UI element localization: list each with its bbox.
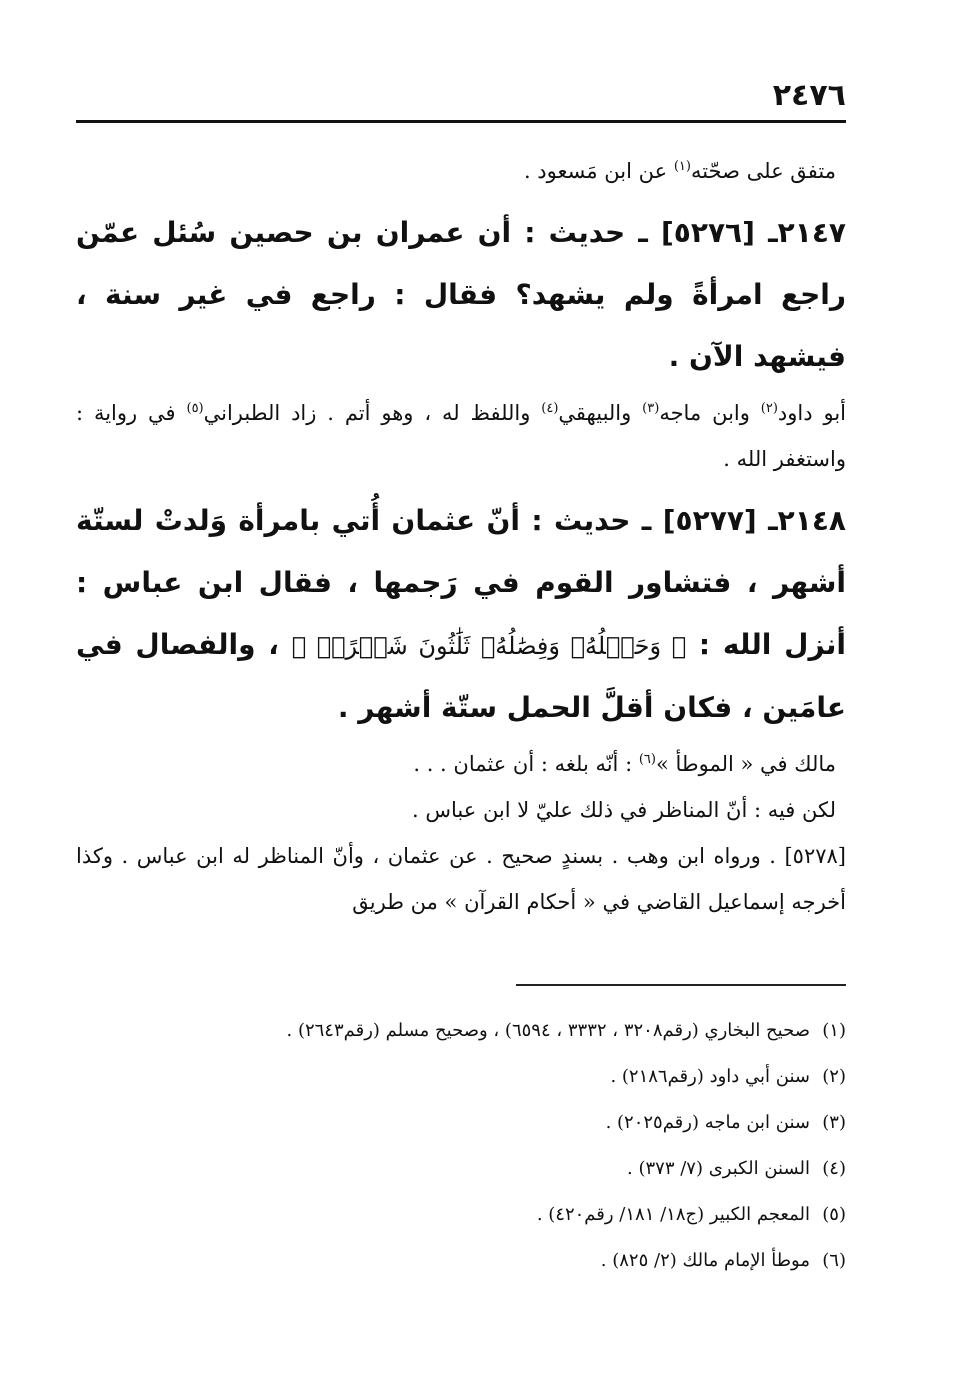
footnote-item bbox=[76, 1238, 846, 1284]
hadith-text: ـ حديث : أنّ عثمان أُتي بامرأة وَلدتْ لستّة أشهر ، فتشاور القوم في رَجمها ، فقال ابن عباس : أنزل الله : bbox=[76, 504, 847, 661]
hadith-number: ٢١٤٧ـ bbox=[768, 216, 847, 249]
text-span: متفق على صحّته bbox=[690, 159, 836, 183]
quran-verse: ﴿ وَحَمۡلُهُۥ وَفِصَٰلُهُۥ ثَلَٰثُونَ شَهۡرًاۚ ﴾ bbox=[291, 632, 687, 660]
footnote-text: صحيح البخاري (رقم٣٢٠٨ ، ٣٣٣٢ ، ٦٥٩٤) ، وصحيح مسلم (رقم٢٦٤٣) . bbox=[286, 1020, 810, 1041]
footnote-item bbox=[76, 1054, 846, 1100]
footnote-mark: (٣) bbox=[822, 1112, 846, 1133]
text-span: عن ابن مَسعود . bbox=[523, 159, 674, 183]
text-span: أبو داود bbox=[777, 401, 847, 425]
paragraph-note: لكن فيه : أنّ المناظر في ذلك عليّ لا ابن عباس . bbox=[412, 798, 836, 822]
hadith-2147 bbox=[76, 202, 846, 388]
footnote-mark: (٦) bbox=[822, 1250, 846, 1271]
footnote-ref-5: (٥) bbox=[186, 401, 204, 416]
main-text bbox=[76, 148, 846, 925]
hadith-text: ـ حديث : أن عمران بن حصين سُئل عمّن راجع امرأةً ولم يشهد؟ فقال : راجع في غير سنة ، فيشهد الآن . bbox=[76, 216, 846, 373]
text-span: : أنّه بلغه : أن عثمان . . . bbox=[413, 752, 639, 776]
text-span: واللفظ له ، وهو أتم . زاد الطبراني bbox=[203, 401, 542, 425]
paragraph-sources-2147 bbox=[76, 390, 846, 482]
text-span: والبيهقي bbox=[558, 401, 643, 425]
paragraph-authenticity bbox=[76, 148, 846, 194]
text-span: وابن ماجه bbox=[659, 401, 761, 425]
footnote-mark: (١) bbox=[822, 1020, 846, 1041]
footnote-ref-6: (٦) bbox=[638, 752, 656, 767]
header-rule bbox=[76, 120, 846, 123]
footnote-text: السنن الكبرى (٧/ ٣٧٣) . bbox=[627, 1158, 810, 1179]
footnote-item bbox=[76, 1008, 846, 1054]
footnote-ref-2: (٢) bbox=[760, 401, 778, 416]
footnote-ref-1: (١) bbox=[673, 159, 691, 174]
text-span: في رواية : واستغفر الله . bbox=[76, 401, 846, 471]
footnote-text: سنن ابن ماجه (رقم٢٠٢٥) . bbox=[605, 1112, 810, 1133]
footnote-ref-3: (٣) bbox=[642, 401, 660, 416]
footnote-separator bbox=[516, 984, 846, 986]
footnotes-list bbox=[76, 1008, 846, 1284]
footnote-text: سنن أبي داود (رقم٢١٨٦) . bbox=[610, 1066, 810, 1087]
hadith-reference: [٥٢٧٦] bbox=[660, 216, 755, 249]
paragraph-ibn-wahb: [٥٢٧٨] . ورواه ابن وهب . بسندٍ صحيح . عن عثمان ، وأنّ المناظر له ابن عباس . وكذا أخرجه إسماعيل القاضي في « أحكام القرآن » من طريق bbox=[76, 844, 846, 914]
footnote-mark: (٥) bbox=[822, 1204, 846, 1225]
footnote-item bbox=[76, 1100, 846, 1146]
paragraph-malik bbox=[76, 741, 846, 787]
hadith-2148 bbox=[76, 490, 846, 739]
footnote-item bbox=[76, 1146, 846, 1192]
footnote-mark: (٢) bbox=[822, 1066, 846, 1087]
footnote-mark: (٤) bbox=[822, 1158, 846, 1179]
hadith-number: ٢١٤٨ـ bbox=[768, 504, 846, 537]
footnote-text: المعجم الكبير (ج١٨/ ١٨١/ رقم٤٢٠) . bbox=[536, 1204, 810, 1225]
page-number: ٢٤٧٦ bbox=[772, 78, 846, 113]
footnote-text: موطأ الإمام مالك (٢/ ٨٢٥) . bbox=[600, 1250, 810, 1271]
hadith-reference: [٥٢٧٧] bbox=[662, 504, 757, 537]
page-header bbox=[76, 78, 846, 120]
footnote-item bbox=[76, 1192, 846, 1238]
text-span: مالك في « الموطأ » bbox=[655, 752, 836, 776]
hadith-text: ، والفصال في عامَين ، فكان أقلَّ الحمل ستّة أشهر . bbox=[76, 628, 846, 724]
footnote-ref-4: (٤) bbox=[541, 401, 559, 416]
